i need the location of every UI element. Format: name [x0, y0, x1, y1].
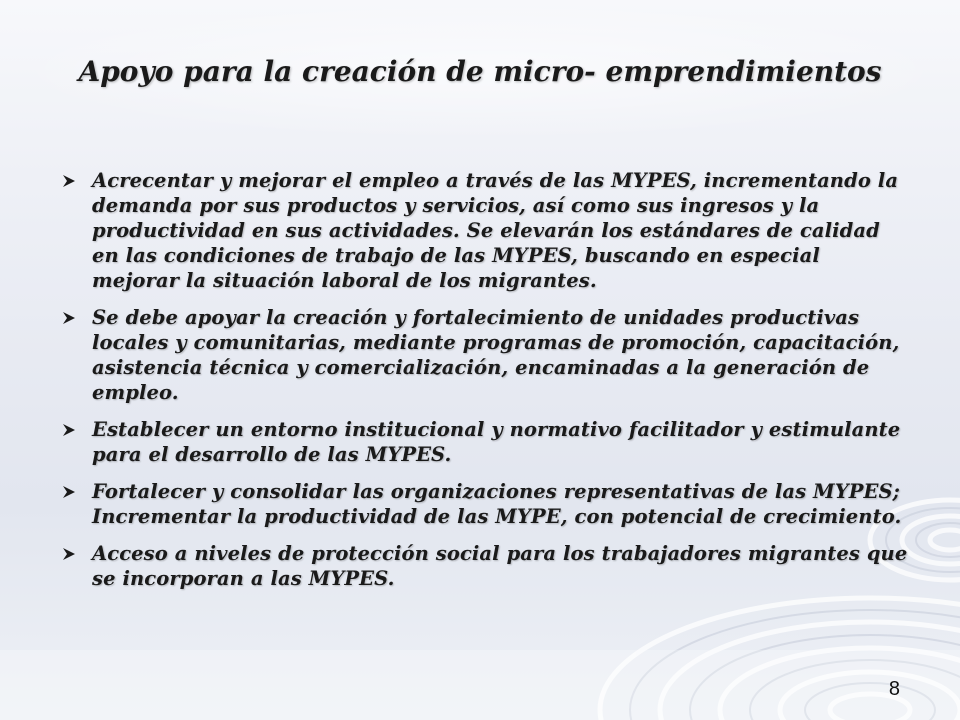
bullet-text: Se debe apoyar la creación y fortalecimiento de unidades productivas locales y comunitarias, mediante programas de promoción, capacitación, asistencia técnica y comercialización, encaminadas a la generación de empleo. [92, 306, 900, 404]
bullet-text: Acrecentar y mejorar el empleo a través de las MYPES, incrementando la demanda por sus productos y servicios, así como sus ingresos y la productividad en sus actividades. Se elevarán los estándares de calidad en las condiciones de trabajo de las MYPES, buscando en especial mejorar la situación laboral de los migrantes. [92, 169, 899, 292]
bullet-list [62, 168, 912, 603]
arrowhead-bullet-icon [62, 485, 76, 499]
arrowhead-bullet-icon [62, 547, 76, 561]
page-number: 8 [888, 678, 900, 700]
bullet-text: Establecer un entorno institucional y normativo facilitador y estimulante para el desarrollo de las MYPES. [92, 418, 901, 466]
bullet-item [62, 168, 912, 293]
slide-title: Apoyo para la creación de micro- emprendimientos [78, 55, 882, 88]
bullet-text: Acceso a niveles de protección social para los trabajadores migrantes que se incorporan a las MYPES. [92, 542, 908, 590]
bullet-item [62, 305, 912, 405]
arrowhead-bullet-icon [62, 423, 76, 437]
bullet-item [62, 479, 912, 529]
bullet-item [62, 541, 912, 591]
arrowhead-bullet-icon [62, 311, 76, 325]
bullet-text: Fortalecer y consolidar las organizaciones representativas de las MYPES; Incrementar la productividad de las MYPE, con potencial de crecimiento. [92, 480, 902, 528]
bullet-item [62, 417, 912, 467]
arrowhead-bullet-icon [62, 174, 76, 188]
